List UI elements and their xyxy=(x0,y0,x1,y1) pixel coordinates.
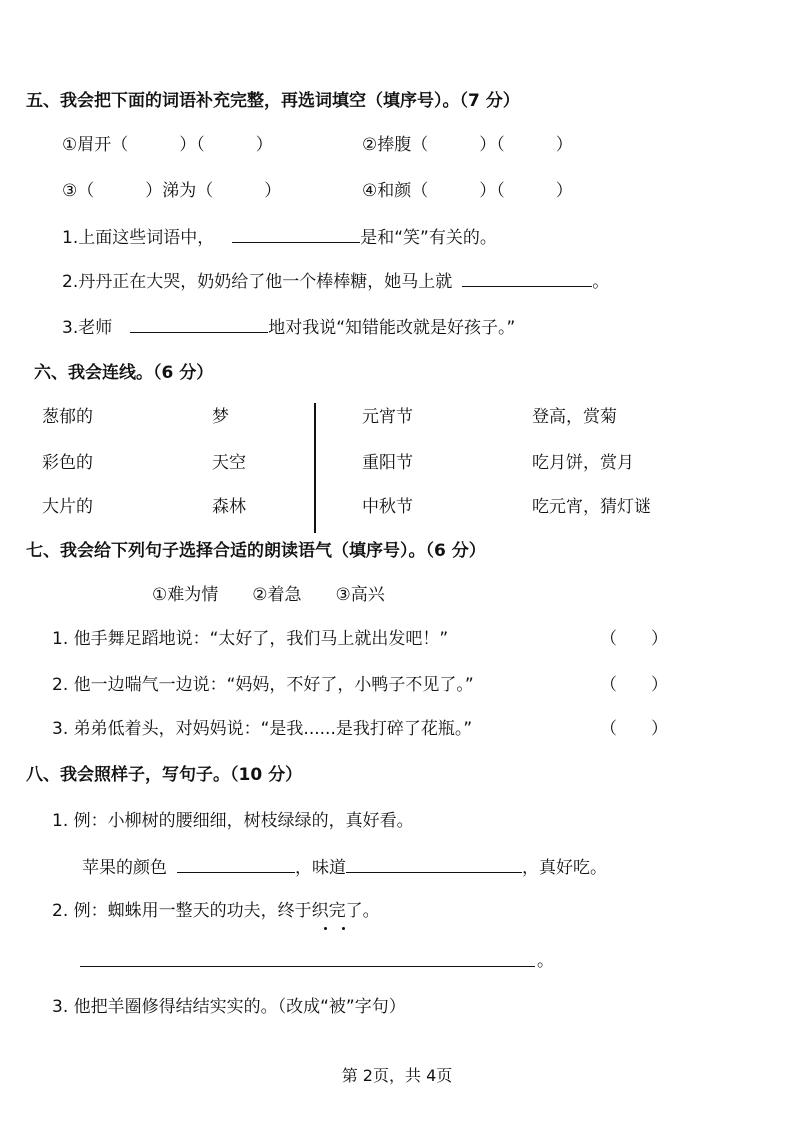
section-8-heading: 八、我会照样子，写句子。（10 分） xyxy=(26,765,303,785)
question-5-1 xyxy=(62,226,497,249)
column-divider xyxy=(314,403,316,533)
answer-blank-5-1[interactable] xyxy=(232,226,360,243)
match-right-b-1[interactable]: 登高，赏菊 xyxy=(532,407,617,427)
question-5-1-tail: 是和“笑”有关的。 xyxy=(360,228,497,248)
match-left-a-2[interactable]: 彩色的 xyxy=(42,453,93,473)
question-5-1-text: 1.上面这些词语中， xyxy=(62,228,215,248)
match-left-b-3[interactable]: 森林 xyxy=(212,497,246,517)
question-5-3-text: 3.老师 xyxy=(62,318,113,338)
question-8-3: 3. 他把羊圈修得结结实实的。（改成“被”字句） xyxy=(52,997,406,1017)
answer-paren-7-1[interactable]: （ ） xyxy=(600,629,668,649)
example-8-2: 2. 例：蜘蛛用一整天的功夫，终于织完了。 xyxy=(52,901,380,921)
match-right-a-2[interactable]: 重阳节 xyxy=(362,453,413,473)
fill-8-1-text-b: ，味道 xyxy=(295,858,346,878)
match-right-b-3[interactable]: 吃元宵，猜灯谜 xyxy=(532,497,651,517)
match-right-a-1[interactable]: 元宵节 xyxy=(362,407,413,427)
page-footer: 第 2页，共 4页 xyxy=(341,1066,453,1085)
word-item-1: ①眉开（ ）（ ） xyxy=(62,135,273,155)
question-7-1: 1. 他手舞足蹈地说：“太好了，我们马上就出发吧！” xyxy=(52,629,449,649)
answer-blank-5-3[interactable] xyxy=(130,316,268,333)
question-5-3 xyxy=(62,316,515,339)
answer-blank-5-2[interactable] xyxy=(462,270,592,287)
match-right-a-3[interactable]: 中秋节 xyxy=(362,497,413,517)
word-item-3: ③（ ）涕为（ ） xyxy=(62,181,282,201)
question-5-2-tail: 。 xyxy=(592,272,610,292)
answer-line-8-2[interactable] xyxy=(80,966,535,967)
emphasis-dot xyxy=(342,927,345,930)
fill-8-1-text-a: 苹果的颜色 xyxy=(82,858,167,878)
question-5-2 xyxy=(62,270,609,293)
section-7-heading: 七、我会给下列句子选择合适的朗读语气（填序号）。（6 分） xyxy=(26,541,486,561)
section-5-heading: 五、我会把下面的词语补充完整，再选词填空（填序号）。（7 分） xyxy=(26,91,520,111)
tone-options: ①难为情 ②着急 ③高兴 xyxy=(152,585,385,605)
answer-paren-7-3[interactable]: （ ） xyxy=(600,719,668,739)
question-7-2: 2. 他一边喘气一边说：“妈妈，不好了，小鸭子不见了。” xyxy=(52,675,474,695)
question-5-3-tail: 地对我说“知错能改就是好孩子。” xyxy=(268,318,516,338)
question-5-2-text: 2.丹丹正在大哭，奶奶给了他一个棒棒糖，她马上就 xyxy=(62,272,453,292)
emphasis-dot xyxy=(324,927,327,930)
question-7-3: 3. 弟弟低着头，对妈妈说：“是我......是我打碎了花瓶。” xyxy=(52,719,473,739)
word-item-2: ②捧腹（ ）（ ） xyxy=(362,135,573,155)
word-item-4: ④和颜（ ）（ ） xyxy=(362,181,573,201)
fill-line-8-1 xyxy=(82,856,607,879)
answer-paren-7-2[interactable]: （ ） xyxy=(600,675,668,695)
section-6-heading: 六、我会连线。（6 分） xyxy=(34,363,214,383)
answer-line-8-2-end: 。 xyxy=(537,951,554,971)
fill-8-1-text-c: ，真好吃。 xyxy=(522,858,607,878)
match-right-b-2[interactable]: 吃月饼，赏月 xyxy=(532,453,634,473)
match-left-b-1[interactable]: 梦 xyxy=(212,407,229,427)
answer-blank-8-1a[interactable] xyxy=(177,856,295,873)
match-left-b-2[interactable]: 天空 xyxy=(212,453,246,473)
example-8-1: 1. 例：小柳树的腰细细，树枝绿绿的，真好看。 xyxy=(52,811,414,831)
match-left-a-3[interactable]: 大片的 xyxy=(42,497,93,517)
match-left-a-1[interactable]: 葱郁的 xyxy=(42,407,93,427)
answer-blank-8-1b[interactable] xyxy=(346,856,522,873)
